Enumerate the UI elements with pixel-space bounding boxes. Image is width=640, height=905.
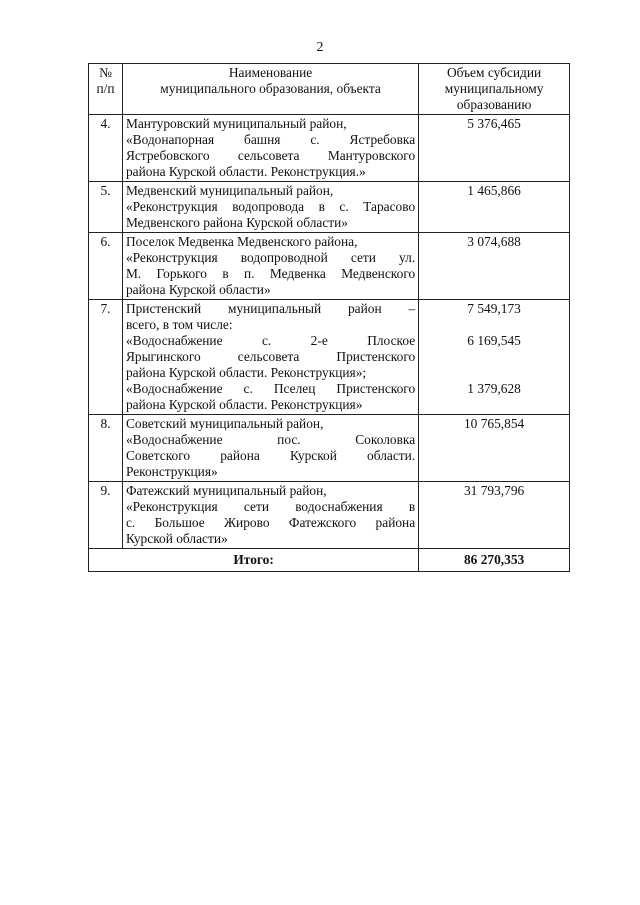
row-name-line: Мантуровский муниципальный район,	[125, 116, 347, 131]
row-amount	[419, 300, 570, 415]
table-row	[89, 415, 570, 482]
row-name-line: с. Большое Жирово Фатежского района	[125, 515, 416, 530]
row-number: 4.	[89, 115, 123, 182]
row-name-line: «Реконструкция водопроводной сети ул.	[125, 250, 416, 265]
row-amount	[419, 233, 570, 300]
table-row	[89, 182, 570, 233]
header-num-line-2: п/п	[96, 81, 115, 96]
row-amount-value: 6 169,545	[467, 333, 521, 348]
row-name-line: «Водоснабжение с. Пселец Пристенского	[125, 381, 416, 396]
header-name-line-2: муниципального образования, объекта	[160, 81, 381, 96]
row-name	[122, 115, 418, 182]
row-name-line: Медвенского района Курской области»	[125, 215, 348, 230]
row-name-line: «Водонапорная башня с. Ястребовка	[125, 132, 416, 147]
row-name-line: Ястребовского сельсовета Мантуровского	[125, 148, 416, 163]
total-row	[89, 549, 570, 572]
header-amount-line-1: Объем субсидии	[446, 65, 542, 80]
row-number: 9.	[89, 482, 123, 549]
row-name-line: района Курской области. Реконструкция.»	[125, 164, 366, 179]
header-name-line-1: Наименование	[228, 65, 313, 80]
row-name-line: района Курской области. Реконструкция»	[125, 397, 363, 412]
row-number: 8.	[89, 415, 123, 482]
amount-spacer	[422, 349, 566, 365]
row-name-line: Поселок Медвенка Медвенского района,	[125, 234, 358, 249]
row-amount-value: 5 376,465	[467, 116, 521, 131]
row-name	[122, 233, 418, 300]
header-amount	[419, 64, 570, 115]
amount-spacer	[422, 317, 566, 333]
total-amount: 86 270,353	[419, 549, 570, 572]
page-number: 2	[316, 40, 324, 55]
row-number: 5.	[89, 182, 123, 233]
row-name-line: Советский муниципальный район,	[125, 416, 324, 431]
subsidy-table	[88, 63, 570, 572]
row-name-line: Медвенский муниципальный район,	[125, 183, 334, 198]
row-amount-value: 1 465,866	[467, 183, 521, 198]
header-num	[89, 64, 123, 115]
row-name-line: М. Горького в п. Медвенка Медвенского	[125, 266, 416, 281]
row-name-line: Пристенский муниципальный район –	[125, 301, 416, 316]
row-amount	[419, 415, 570, 482]
row-name	[122, 415, 418, 482]
row-name-line: Реконструкция»	[125, 464, 218, 479]
row-amount-value: 3 074,688	[467, 234, 521, 249]
table-row	[89, 482, 570, 549]
row-name	[122, 300, 418, 415]
row-name-line: района Курской области. Реконструкция»;	[125, 365, 367, 380]
table-header-row	[89, 64, 570, 115]
row-name-line: «Водоснабжение пос. Соколовка	[125, 432, 416, 447]
row-name-line: «Водоснабжение с. 2-е Плоское	[125, 333, 416, 348]
row-name	[122, 482, 418, 549]
table-row	[89, 115, 570, 182]
header-amount-line-3: образованию	[456, 97, 532, 112]
row-amount-value: 10 765,854	[463, 416, 525, 431]
row-name-line: Фатежский муниципальный район,	[125, 483, 327, 498]
row-name-line: всего, в том числе:	[125, 317, 233, 332]
amount-spacer	[422, 365, 566, 381]
row-amount	[419, 482, 570, 549]
row-name-line: Советского района Курской области.	[125, 448, 416, 463]
row-amount-value: 31 793,796	[463, 483, 525, 498]
row-number: 7.	[89, 300, 123, 415]
header-num-line-1: №	[99, 65, 112, 80]
row-name-line: «Реконструкция водопровода в с. Тарасово	[125, 199, 416, 214]
row-amount	[419, 115, 570, 182]
row-amount-value: 7 549,173	[467, 301, 521, 316]
row-name-line: Ярыгинского сельсовета Пристенского	[125, 349, 416, 364]
table-row	[89, 233, 570, 300]
header-amount-line-2: муниципальному	[444, 81, 544, 96]
row-name	[122, 182, 418, 233]
row-number: 6.	[89, 233, 123, 300]
header-name	[122, 64, 418, 115]
row-name-line: «Реконструкция сети водоснабжения в	[125, 499, 416, 514]
row-amount-value: 1 379,628	[467, 381, 521, 396]
row-amount	[419, 182, 570, 233]
table-row	[89, 300, 570, 415]
row-name-line: Курской области»	[125, 531, 228, 546]
row-name-line: района Курской области»	[125, 282, 271, 297]
total-label: Итого:	[89, 549, 419, 572]
